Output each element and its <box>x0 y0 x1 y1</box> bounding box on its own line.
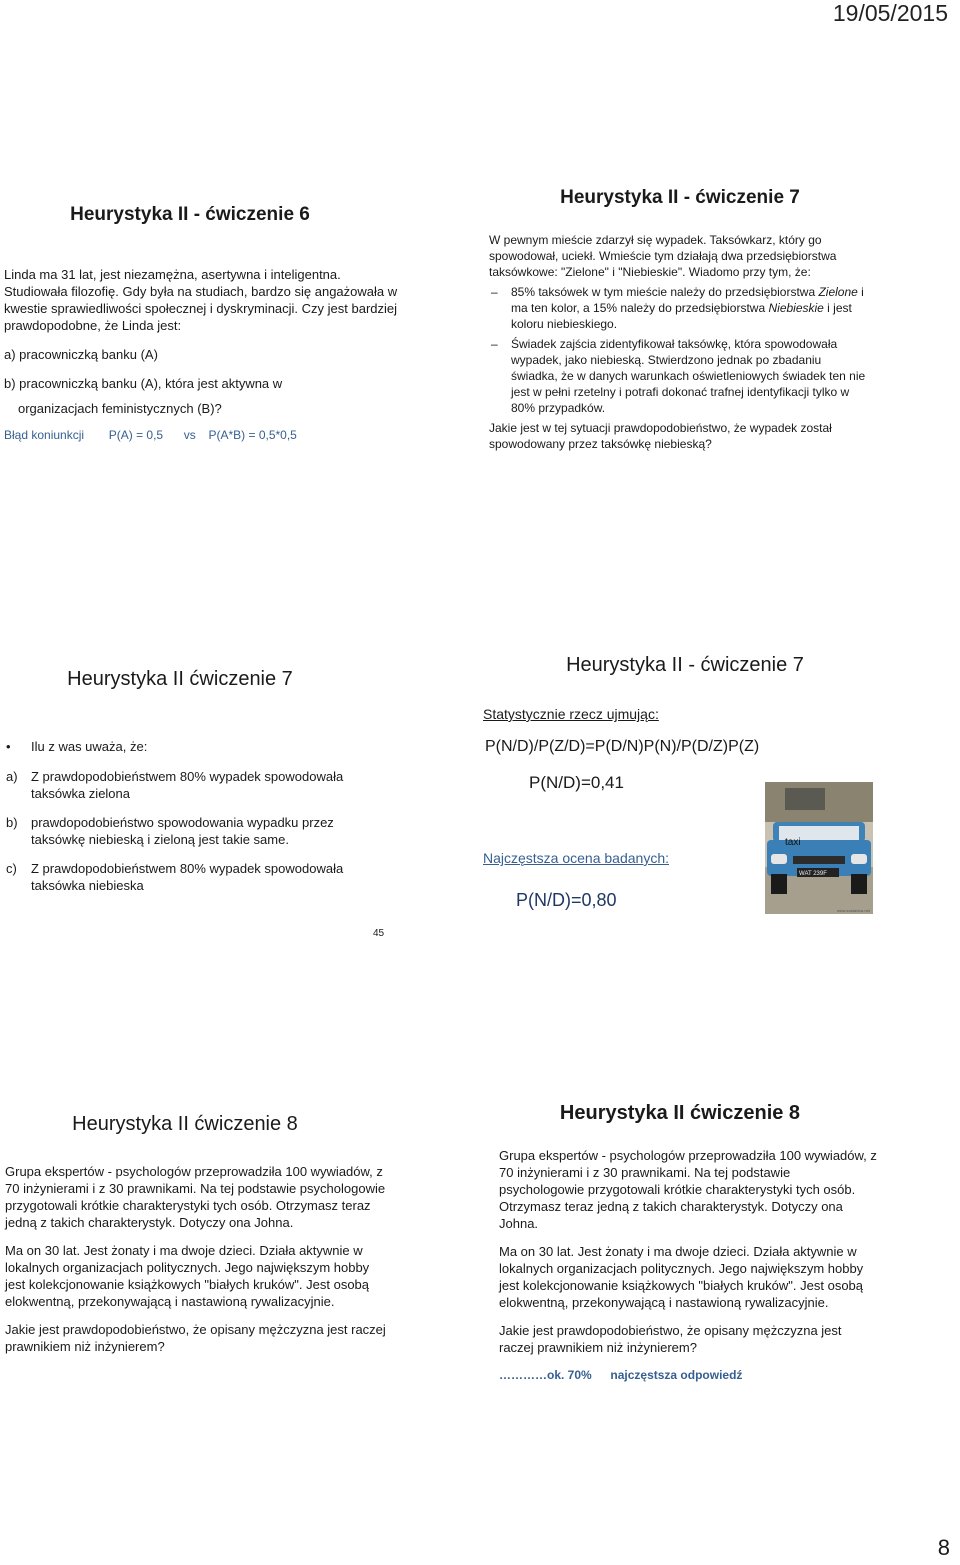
slide6-body <box>4 266 399 417</box>
slide6-option-b-cont: organizacjach feministycznych (B)? <box>18 401 222 416</box>
slide8a-body <box>5 1163 390 1355</box>
slide8b-answer <box>499 1367 879 1384</box>
bayes-formula: P(N/D)/P(Z/D)=P(D/N)P(N)/P(D/Z)P(Z) <box>485 738 760 755</box>
slide7b-item <box>6 768 386 802</box>
slide7a-body <box>489 232 869 452</box>
slide7b-title: Heurystyka II ćwiczenie 7 <box>67 668 293 690</box>
slide7a-bullet-2: – Świadek zajścia zidentyfikował taksówkę, która spowodowała wypadek, jako niebieską. Stwierdzono jednak po zbadaniu świadka, że w danych warunkach oświetleniowych świadek ten nie jest w pełni rzetelny i potrafi dokonać trafnej identyfikacji tylko w 80% przypadków. <box>489 336 869 416</box>
taxi-car-icon <box>765 782 873 914</box>
item-text: prawdopodobieństwo spowodowania wypadku przez taksówkę niebieską i zieloną jest takie same. <box>31 815 334 847</box>
item-marker: c) <box>6 861 17 876</box>
slide8b-title: Heurystyka II ćwiczenie 8 <box>559 1102 801 1124</box>
slide6-option-b: b) pracowniczką banku (A), która jest aktywna w <box>4 376 283 391</box>
slide8a-para-2: Ma on 30 lat. Jest żonaty i ma dwoje dzieci. Działa aktywnie w lokalnych organizacjach politycznych. Jego największym hobby jest kolekcjonowanie książkowych "białych kruków". Jest osobą elokwentną, przekonywającą i nastawioną rywalizacyjnie. <box>5 1243 370 1309</box>
slide6-title: Heurystyka II - ćwiczenie 6 <box>70 204 310 225</box>
item-marker: a) <box>6 769 18 784</box>
slide8b-body <box>499 1147 879 1384</box>
page-date: 19/05/2015 <box>832 0 948 26</box>
item-marker: b) <box>6 815 18 830</box>
bullet1-em-blue: Niebieskie <box>768 301 824 315</box>
slide7c-title: Heurystyka II - ćwiczenie 7 <box>566 654 804 676</box>
answer-value: …………ok. 70% <box>499 1368 592 1382</box>
slide6-note <box>4 428 297 442</box>
bullet1-em-green: Zielone <box>818 285 858 299</box>
slide7a-title: Heurystyka II - ćwiczenie 7 <box>560 187 800 208</box>
slide7a-bullet-1 <box>489 284 869 332</box>
note-pab: P(A*B) = 0,5*0,5 <box>208 428 297 442</box>
slide8a-title: Heurystyka II ćwiczenie 8 <box>72 1113 298 1135</box>
slide7b-lead <box>6 738 386 755</box>
taxi-plate: WAT 239F <box>799 871 827 877</box>
slide8a-para-3: Jakie jest prawdopodobieństwo, że opisany mężczyzna jest raczej prawnikiem niż inżynierem? <box>5 1322 386 1354</box>
taxi-photo <box>765 782 873 914</box>
slide7b-item <box>6 814 386 848</box>
bullet1-text-a: 85% taksówek w tym mieście należy do przedsiębiorstwa <box>511 285 819 299</box>
slide8b-para-2: Ma on 30 lat. Jest żonaty i ma dwoje dzieci. Działa aktywnie w lokalnych organizacjach politycznych. Jego największym hobby jest kolekcjonowanie książkowych "białych kruków". Jest osobą elokwentną, przekonywającą i nastawioną rywalizacyjnie. <box>499 1244 864 1310</box>
stat-label: Statystycznie rzecz ujmując: <box>483 706 659 722</box>
lead-text: Ilu z was uważa, że: <box>31 739 148 754</box>
slide7a-intro: W pewnym mieście zdarzył się wypadek. Taksówkarz, który go spowodował, uciekł. Wmieście tym działają dwa przedsiębiorstwa taksówkowe: "Zielone" i "Niebieskie". Wiadomo przy tym, że: <box>489 233 837 279</box>
slide8a-para-1: Grupa ekspertów - psychologów przeprowadziła 100 wywiadów, z 70 inżynierami i z 30 prawnikami. Na tej podstawie psychologowie przygotowali krótkie charakterystyki tych osób. Otrzymasz teraz jedną z takich charakterystyk. Dotyczy ona Johna. <box>5 1164 386 1230</box>
item-text: Z prawdopodobieństwem 80% wypadek spowodowała taksówka zielona <box>31 769 344 801</box>
item-text: Z prawdopodobieństwem 80% wypadek spowodowała taksówka niebieska <box>31 861 344 893</box>
answer-label: najczęstsza odpowiedź <box>610 1368 743 1382</box>
note-vs: vs <box>183 428 196 442</box>
bullet1-text-c: i jest koloru niebieskiego. <box>511 301 852 331</box>
photo-credit: www.zastavica.net <box>837 908 870 913</box>
note-label: Błąd koniunkcji <box>4 428 85 442</box>
page-number: 8 <box>937 1535 950 1560</box>
slide7b-body <box>6 738 386 894</box>
bullet-dot: • <box>6 739 11 754</box>
slide6-option-a: a) pracowniczką banku (A) <box>4 347 158 362</box>
common-label: Najczęstsza ocena badanych: <box>483 850 669 866</box>
slide-number: 45 <box>373 928 385 939</box>
bullet1-text-b: i ma ten kolor, a 15% należy do przedsiębiorstwa <box>511 285 864 315</box>
slide7a-question: Jakie jest w tej sytuacji prawdopodobieństwo, że wypadek został spowodowany przez taksówkę niebieską? <box>489 421 832 451</box>
common-result: P(N/D)=0,80 <box>516 890 617 910</box>
slide7b-item <box>6 860 386 894</box>
bayes-result: P(N/D)=0,41 <box>529 773 624 792</box>
taxi-sign: taxi <box>785 837 801 848</box>
slide8b-para-1: Grupa ekspertów - psychologów przeprowadziła 100 wywiadów, z 70 inżynierami i z 30 prawnikami. Na tej podstawie psychologowie przygotowali krótkie charakterystyki tych osób. Otrzymasz teraz jedną z takich charakterystyk. Dotyczy ona Johna. <box>499 1148 877 1231</box>
note-pa: P(A) = 0,5 <box>108 428 164 442</box>
slide8b-para-3: Jakie jest prawdopodobieństwo, że opisany mężczyzna jest raczej prawnikiem niż inżynierem? <box>499 1323 842 1355</box>
slide6-para: Linda ma 31 lat, jest niezamężna, asertywna i inteligentna. Studiowała filozofię. Gdy była na studiach, bardzo się angażowała w kwestie sprawiedliwości społecznej i dyskryminacji. Czy jest bardziej prawdopodobne, że Linda jest: <box>4 267 398 333</box>
